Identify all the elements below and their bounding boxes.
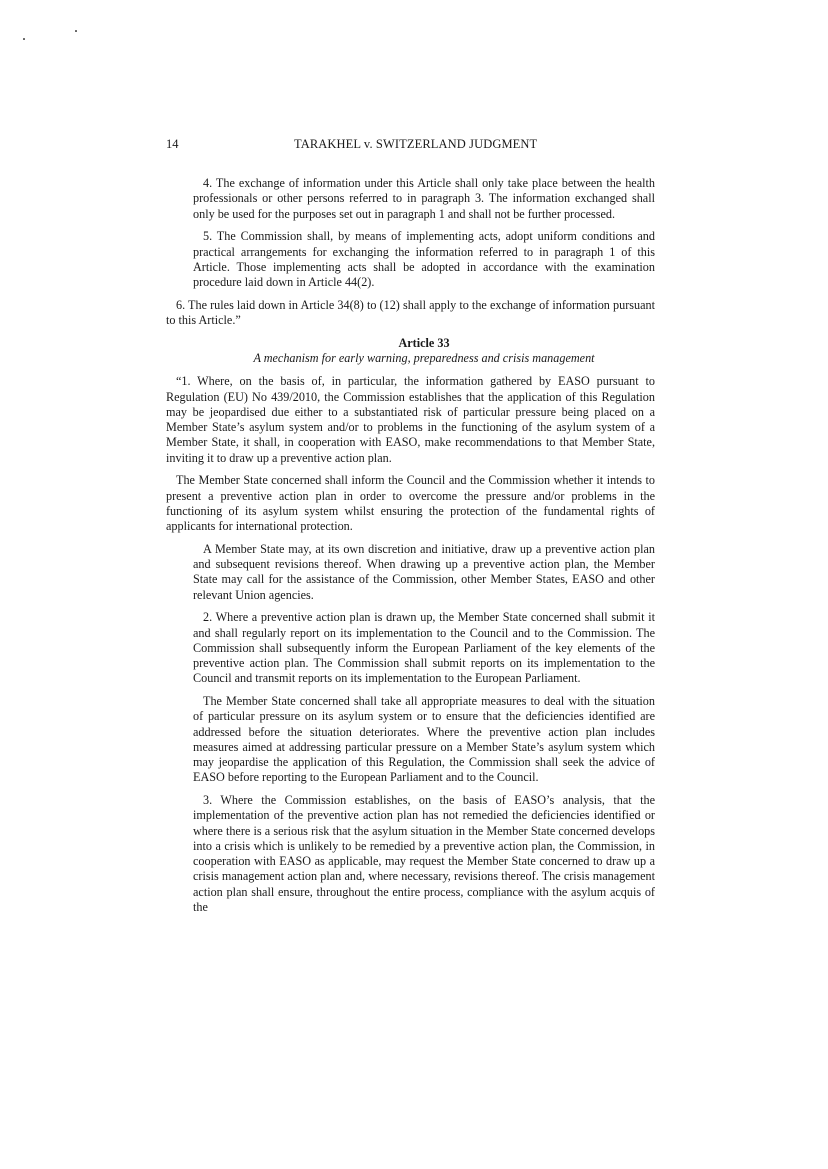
document-body <box>166 176 655 923</box>
article-paragraph-1: “1. Where, on the basis of, in particular, the information gathered by EASO pursuant to Regulation (EU) No 439/2010, the Commission establishes that the application of this Regulation may be jeopardised due either to a substantiated risk of particular pressure being placed on a Member State’s asylum system and/or to problems in the functioning of the asylum system of a Member State, it shall, in cooperation with EASO, make recommendations to that Member State, inviting it to draw up a preventive action plan. <box>166 374 655 465</box>
paragraph-6: 6. The rules laid down in Article 34(8) to (12) shall apply to the exchange of information pursuant to this Article.” <box>166 297 655 327</box>
article-heading: Article 33 <box>398 335 450 350</box>
paragraph-4: 4. The exchange of information under this Article shall only take place between the health professionals or other persons referred to in paragraph 3. The information exchanged shall only be used for the purposes set out in paragraph 1 and shall not be further processed. <box>193 176 655 221</box>
page-number: 14 <box>166 137 179 151</box>
paragraph-5: 5. The Commission shall, by means of implementing acts, adopt uniform conditions and practical arrangements for exchanging the information referred to in paragraph 1 of this Article. Those implementing acts shall be adopted in accordance with the examination procedure laid down in Article 44(2). <box>193 229 655 289</box>
article-paragraph-1b: The Member State concerned shall inform the Council and the Commission whether it intends to present a preventive action plan in order to overcome the pressure and/or problems in the functioning of its asylum system whilst ensuring the protection of the fundamental rights of applicants for international protection. <box>166 473 655 533</box>
article-paragraph-1c: A Member State may, at its own discretion and initiative, draw up a preventive action plan and subsequent revisions thereof. When drawing up a preventive action plan, the Member State may call for the assistance of the Commission, other Member States, EASO and other relevant Union agencies. <box>193 541 655 602</box>
article-paragraph-3: 3. Where the Commission establishes, on the basis of EASO’s analysis, that the implementation of the preventive action plan has not remedied the deficiencies identified or where there is a serious risk that the asylum situation in the Member State concerned develops into a crisis which is unlikely to be remedied by a preventive action plan, the Commission, in cooperation with EASO as applicable, may request the Member State concerned to draw up a crisis management action plan and, where necessary, revisions thereof. The crisis management action plan shall ensure, throughout the entire process, compliance with the asylum acquis of the <box>193 793 655 914</box>
running-header: TARAKHEL v. SWITZERLAND JUDGMENT <box>294 137 538 151</box>
article-paragraph-2: 2. Where a preventive action plan is drawn up, the Member State concerned shall submit it and shall regularly report on its implementation to the Council and to the Commission. The Commission shall subsequently inform the European Parliament of the key elements of the preventive action plan. The Commission shall submit reports on its implementation to the Council and transmit reports on its implementation to the European Parliament. <box>193 610 655 686</box>
article-subtitle: A mechanism for early warning, preparedness and crisis management <box>253 351 595 365</box>
scan-speck <box>75 30 77 32</box>
article-paragraph-2b: The Member State concerned shall take all appropriate measures to deal with the situation of particular pressure on its asylum system or to ensure that the deficiencies identified are addressed before the situation deteriorates. Where the preventive action plan includes measures aimed at addressing particular pressure on a Member State’s asylum system which may jeopardise the application of this Regulation, the Commission shall seek the advice of EASO before reporting to the European Parliament and to the Council. <box>193 694 655 785</box>
scan-speck <box>23 38 25 40</box>
